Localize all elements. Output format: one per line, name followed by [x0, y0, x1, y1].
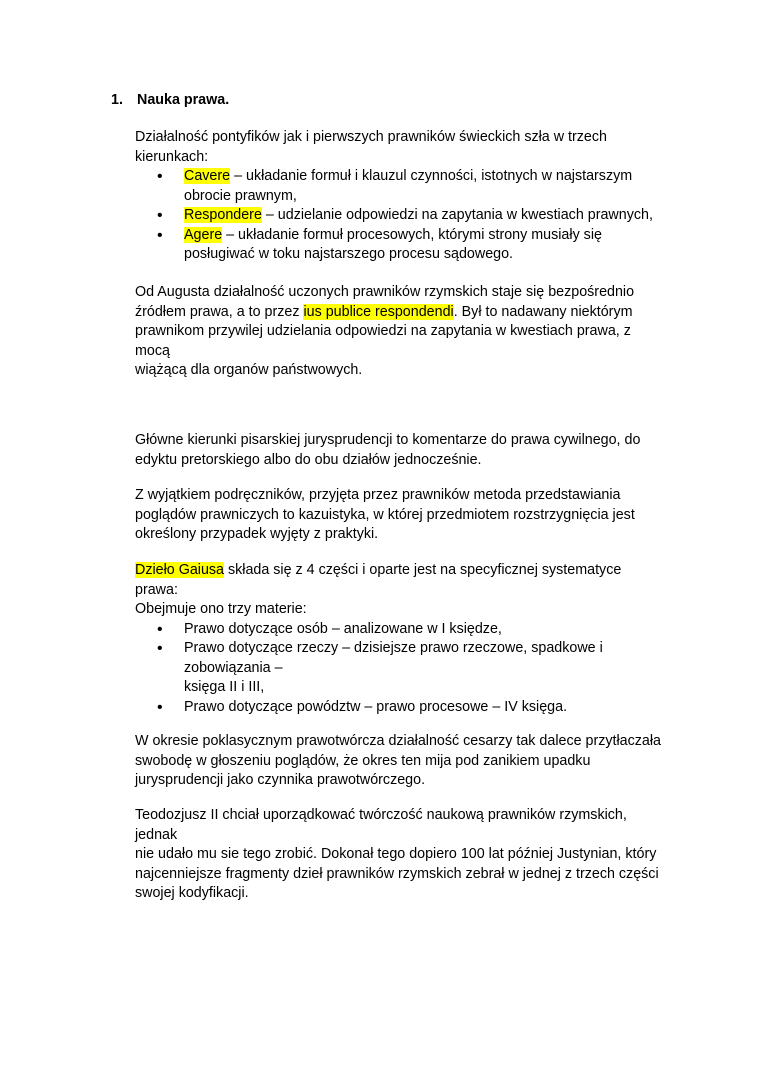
list-item: • Prawo dotyczące osób – analizowane w I księdze, — [135, 620, 665, 640]
highlighted-term: ius publice respondendi — [303, 303, 454, 320]
highlighted-term: Agere — [184, 226, 223, 243]
list-item: • Cavere – układanie formuł i klauzul czynności, istotnych w najstarszym obrocie prawnym, — [135, 167, 665, 206]
augustus-paragraph: Od Augusta działalność uczonych prawników rzymskich staje się bezpośrednio źródłem prawa, a to przez ius publice respondendi. Był to nadawany niektórym prawnikom przywilej udzielania odpowiedzi na zapytania w kwestiach prawa, z mocą wiążącą dla organów państwowych. — [135, 284, 635, 378]
list-item: • Agere – układanie formuł procesowych, którymi strony musiały się posługiwać w toku najstarszego procesu sądowego. — [135, 226, 665, 265]
heading-title: Nauka prawa. — [137, 92, 230, 108]
main-directions-paragraph: Główne kierunki pisarskiej jurysprudencji to komentarze do prawa cywilnego, do edyktu pretorskiego albo do obu działów jednocześnie. — [135, 432, 641, 468]
list-item: • Prawo dotyczące powództw – prawo procesowe – IV księga. — [135, 698, 665, 718]
section-heading — [111, 91, 229, 111]
highlighted-term: Respondere — [184, 207, 262, 223]
theodosius-paragraph: Teodozjusz II chciał uporządkować twórczość naukową prawników rzymskich, jednak nie udało mu sie tego zrobić. Dokonał tego dopiero 100 lat później Justynian, który najcenniejsze fragmenty dzieł prawników rzymskich zebrał w jednej z trzech części swojej kodyfikacji. — [135, 807, 659, 901]
gaius-paragraph: Dzieło Gaiusa składa się z 4 części i oparte jest na specyficznej systematyce prawa: Obejmuje ono trzy materie: • Prawo dotyczące osób – analizowane w I księdze, • Prawo dotyczące rzeczy – dzisiejsze prawo rzeczowe, spadkowe i zobowiązania – księga II i III, • Prawo dotyczące powództw – prawo procesowe – IV księga. — [135, 561, 665, 717]
list-item: • Respondere – udzielanie odpowiedzi na zapytania w kwestiach prawnych, — [135, 206, 665, 226]
heading-number: 1. — [111, 92, 123, 108]
postclassical-paragraph: W okresie poklasycznym prawotwórcza działalność cesarzy tak dalece przytłaczała swobodę w głoszeniu poglądów, że okres ten mija pod zanikiem upadku jurysprudencji jako czynnika prawotwórczego. — [135, 733, 662, 788]
directions-list — [135, 167, 665, 265]
intro-paragraph: Działalność pontyfików jak i pierwszych prawników świeckich szła w trzech kierunkach: • Cavere – układanie formuł i klauzul czynności, istotnych w najstarszym obrocie prawnym, • Respondere – udzielanie odpowiedzi na zapytania w kwestiach prawnych, • Agere – układanie formuł procesowych, którymi strony musiały się posługiwać w toku najstarszego procesu sądowego. — [135, 128, 665, 265]
highlighted-term: Cavere — [184, 168, 231, 184]
materials-list — [135, 620, 665, 718]
list-item: • Prawo dotyczące rzeczy – dzisiejsze prawo rzeczowe, spadkowe i zobowiązania – księga II i III, — [135, 639, 665, 698]
highlighted-term: Dzieło Gaiusa — [135, 562, 224, 578]
casuistry-paragraph: Z wyjątkiem podręczników, przyjęta przez prawników metoda przedstawiania poglądów prawniczych to kazuistyka, w której przedmiotem rozstrzygnięcia jest określony przypadek wyjęty z praktyki. — [135, 487, 635, 542]
